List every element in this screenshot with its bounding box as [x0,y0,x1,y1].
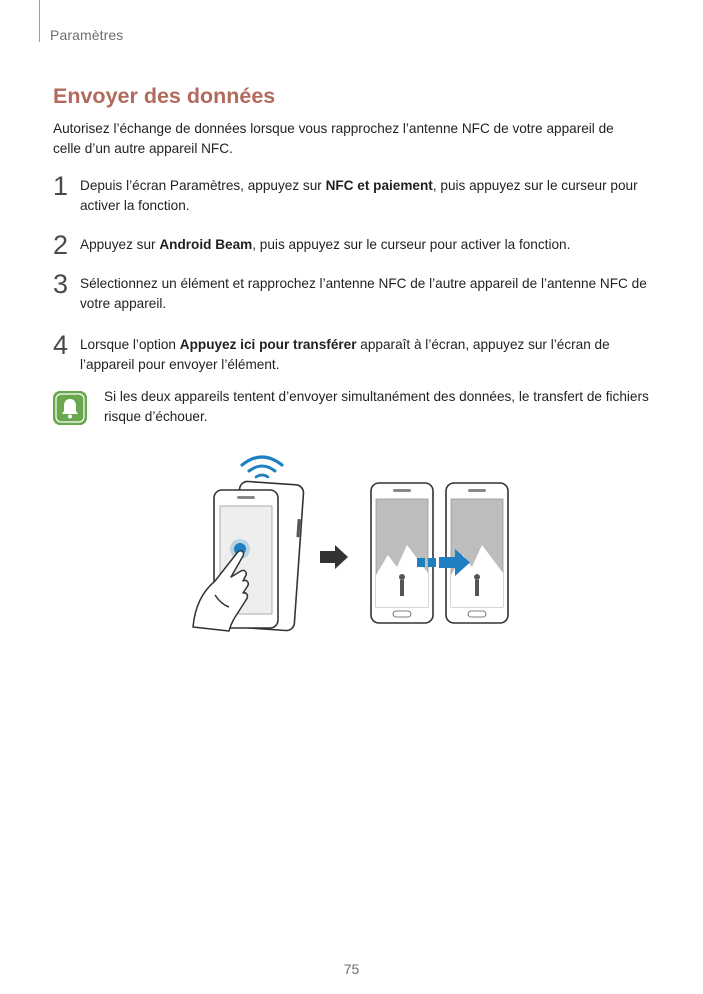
ui-term: Appuyez ici pour transférer [179,337,357,352]
step-number: 4 [53,330,69,360]
note-text: Si les deux appareils tentent d’envoyer simultanément des données, le transfert de fichiers risque d’échouer. [104,389,649,424]
phone-icon [371,483,433,623]
ui-term: Android Beam [159,237,253,252]
nfc-wave-icon [242,457,282,477]
step-text: Appuyez sur Android Beam, puis appuyez sur le curseur pour activer la fonction. [80,237,571,252]
step-number: 1 [53,171,69,201]
step-text: Depuis l’écran Paramètres, appuyez sur NFC et paiement, puis appuyez sur le curseur pour activer la fonction. [80,178,638,213]
step-text: Lorsque l’option Appuyez ici pour transférer apparaît à l’écran, appuyez sur l’écran de l’appareil pour envoyer l’élément. [80,337,610,372]
header-section-label: Paramètres [50,27,124,43]
section-title: Envoyer des données [53,84,276,108]
step-text: Sélectionnez un élément et rapprochez l’antenne NFC de l’autre appareil de l’antenne NFC de votre appareil. [80,276,647,311]
ui-term: NFC et paiement [325,178,433,193]
nfc-illustration [185,445,525,635]
intro-paragraph: Autorisez l’échange de données lorsque vous rapprochez l’antenne NFC de votre appareil de celle d’un autre appareil NFC. [53,121,614,156]
arrow-right-icon [320,545,348,569]
page-number: 75 [343,961,360,977]
step-number: 2 [53,230,69,260]
bell-icon [53,391,87,425]
header-divider [39,0,40,42]
step-number: 3 [53,269,69,299]
